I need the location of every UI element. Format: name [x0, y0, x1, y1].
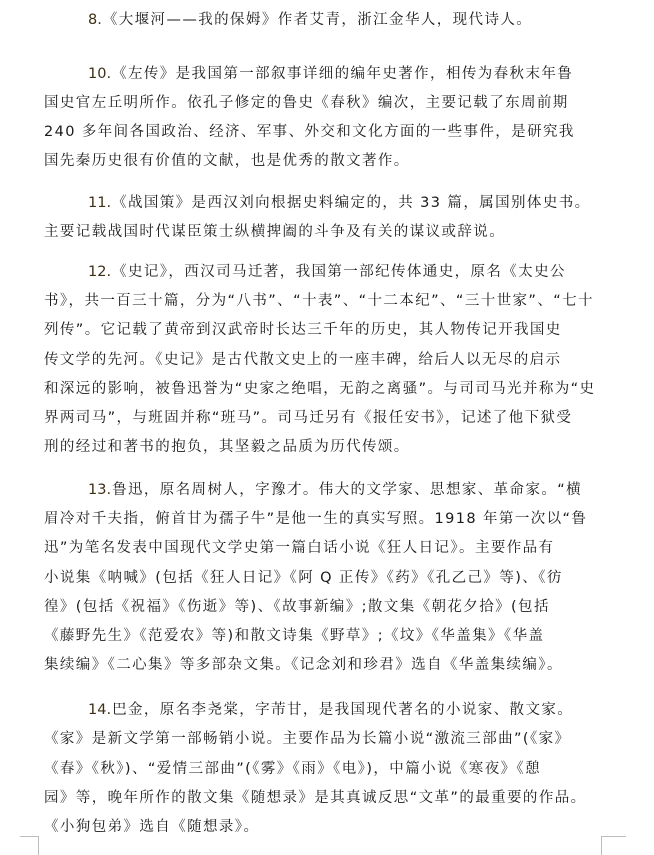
paragraph-text: 《左传》是我国第一部叙事详细的编年史著作，相传为春秋末年鲁 — [112, 66, 574, 82]
paragraph-12-line-4: 传文学的先河。《史记》是古代散文史上的一座丰碑，给后人以无尽的启示 — [44, 352, 562, 368]
paragraph-12-line-6: 界两司马”，与班固并称“班马”。司马迁另有《报任安书》，记述了他下狱受 — [44, 410, 573, 426]
paragraph-10-line-1 — [88, 64, 573, 84]
paragraph-12-line-5: 和深远的影响，被鲁迅誉为“史家之绝唱，无韵之离骚”。与司司马光并称为“史 — [44, 381, 596, 397]
paragraph-14-line-1 — [88, 700, 573, 720]
item-number: 10. — [88, 66, 112, 82]
paragraph-10-line-4: 国先秦历史很有价值的文献，也是优秀的散文著作。 — [44, 153, 410, 169]
paragraph-14-line-4: 园》等，晚年所作的散文集《随想录》是其真诚反思“文革”的最重要的作品。 — [44, 790, 587, 806]
item-number: 12. — [88, 264, 112, 280]
paragraph-13-line-3: 迅”为笔名发表中国现代文学史第一篇白话小说《狂人日记》。主要作品有 — [44, 540, 555, 556]
paragraph-13-line-6: 《藤野先生》《范爱农》等)和散文诗集《野草》;《坟》《华盖集》《华盖 — [44, 628, 545, 644]
paragraph-8-line-1 — [88, 10, 532, 30]
page-corner-mark-right — [601, 836, 626, 855]
paragraph-13-line-5: 徨》(包括《祝福》《伤逝》等)、《故事新编》;散文集《朝花夕拾》(包括 — [44, 599, 550, 615]
paragraph-14-line-2: 《家》是新文学第一部畅销小说。主要作品为长篇小说“激流三部曲”(《家》 — [44, 731, 571, 747]
paragraph-13-line-4: 小说集《呐喊》(包括《狂人日记》《阿 Q 正传》《药》《孔乙己》等)、《彷 — [44, 570, 563, 586]
item-number: 8. — [88, 12, 102, 28]
paragraph-10-line-3: 240 多年间各国政治、经济、军事、外交和文化方面的一些事件，是研究我 — [44, 124, 575, 140]
item-number: 14. — [88, 702, 112, 718]
paragraph-text: 《战国策》是西汉刘向根据史料编定的，共 33 篇，属国别体史书。 — [112, 195, 591, 211]
paragraph-11-line-2: 主要记载战国时代谋臣策士纵横捭阖的斗争及有关的谋议或辞说。 — [44, 224, 506, 240]
paragraph-13-line-7: 集续编》《二心集》等多部杂文集。《记念刘和珍君》选自《华盖集续编》。 — [44, 657, 563, 673]
paragraph-14-line-3: 《春》《秋》)、“爱情三部曲”(《雾》《雨》《电》)，中篇小说《寒夜》《憩 — [44, 761, 542, 777]
paragraph-12-line-3: 列传”。它记载了黄帝到汉武帝时长达三千年的历史，其人物传记开我国史 — [44, 322, 562, 338]
page-corner-mark-left — [20, 836, 39, 855]
paragraph-text: 巴金，原名李尧棠，字芾甘，是我国现代著名的小说家、散文家。 — [112, 702, 574, 718]
paragraph-13-line-2: 眉冷对千夫指，俯首甘为孺子牛”是他一生的真实写照。1918 年第一次以“鲁 — [44, 511, 588, 527]
paragraph-12-line-7: 刑的经过和著书的抱负，其坚毅之品质为历代传颂。 — [44, 439, 410, 455]
paragraph-11-line-1 — [88, 193, 591, 213]
paragraph-text: 鲁迅，原名周树人，字豫才。伟大的文学家、思想家、革命家。“横 — [112, 482, 583, 498]
paragraph-text: 《史记》，西汉司马迁著，我国第一部纪传体通史，原名《太史公 — [112, 264, 566, 280]
item-number: 13. — [88, 482, 112, 498]
item-number: 11. — [88, 195, 112, 211]
paragraph-13-line-1 — [88, 480, 582, 500]
paragraph-12-line-1 — [88, 262, 566, 282]
paragraph-text: 《大堰河——我的保姆》作者艾青，浙江金华人，现代诗人。 — [102, 12, 533, 28]
paragraph-10-line-2: 国史官左丘明所作。依孔子修定的鲁史《春秋》编次，主要记载了东周前期 — [44, 95, 569, 111]
paragraph-14-line-5: 《小狗包弟》选自《随想录》。 — [44, 819, 260, 835]
paragraph-12-line-2: 书》，共一百三十篇，分为“八书”、“十表”、“十二本纪”、“三十世家”、“七十 — [44, 293, 594, 309]
